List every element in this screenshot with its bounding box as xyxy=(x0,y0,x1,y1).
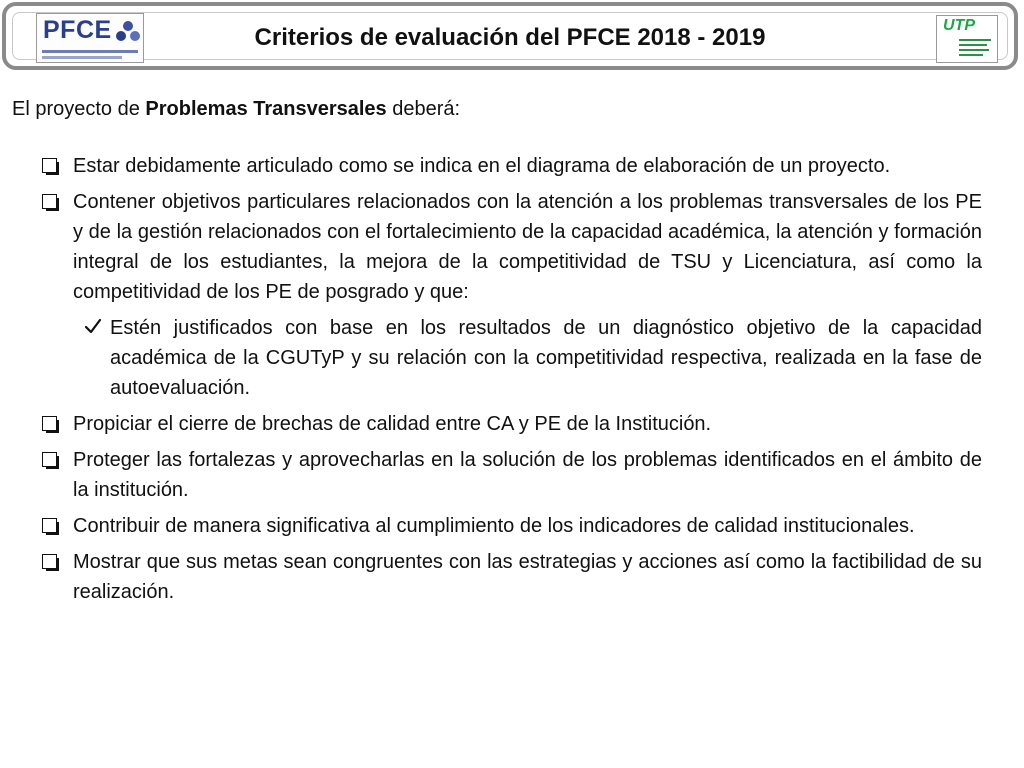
slide-content xyxy=(12,98,982,613)
checkbox-bullet-icon xyxy=(42,158,57,173)
utp-logo xyxy=(936,15,998,63)
utp-logo-text: UTP xyxy=(943,17,975,34)
list-item-text: Propiciar el cierre de brechas de calidad entre CA y PE de la Institución. xyxy=(73,413,712,435)
sub-list-item-text: Estén justificados con base en los resultados de un diagnóstico objetivo de la capacidad académica de la CGUTyP y su relación con la competitividad respectiva, realizada en la fase de autoevaluación. xyxy=(110,317,982,399)
intro-prefix: El proyecto de xyxy=(12,98,146,120)
list-item xyxy=(12,445,982,505)
list-item xyxy=(12,151,982,181)
header-frame xyxy=(2,2,1018,70)
list-item xyxy=(12,187,982,307)
checkbox-bullet-icon xyxy=(42,554,57,569)
list-item-text: Estar debidamente articulado como se indica en el diagrama de elaboración de un proyecto. xyxy=(73,155,891,177)
checkbox-bullet-icon xyxy=(42,518,57,533)
list-item-text: Proteger las fortalezas y aprovecharlas en la solución de los problemas identificados en el ámbito de la institución. xyxy=(73,449,982,501)
list-item xyxy=(12,511,982,541)
list-item-text: Contener objetivos particulares relacionados con la atención a los problemas transversales de los PE y de la gestión relacionados con el fortalecimiento de la capacidad académica, la atención y formación integral de los estudiantes, la mejora de la competitividad de TSU y Licenciatura, así como la competitividad de los PE de posgrado y que: xyxy=(73,191,982,303)
pfce-logo-line xyxy=(42,56,122,59)
checkbox-bullet-icon xyxy=(42,452,57,467)
checkbox-bullet-icon xyxy=(42,416,57,431)
intro-paragraph xyxy=(12,98,982,121)
checkbox-bullet-icon xyxy=(42,194,57,209)
list-item-text: Mostrar que sus metas sean congruentes con las estrategias y acciones así como la factibilidad de su realización. xyxy=(73,551,982,603)
page-title: Criterios de evaluación del PFCE 2018 - 2019 xyxy=(254,24,766,51)
intro-emphasis: Problemas Transversales xyxy=(145,98,387,120)
list-item-text: Contribuir de manera significativa al cumplimiento de los indicadores de calidad institucionales. xyxy=(73,515,915,537)
checkmark-icon xyxy=(84,317,102,335)
list-item xyxy=(12,409,982,439)
intro-suffix: deberá: xyxy=(386,98,461,120)
utp-logo-lines-icon xyxy=(959,38,993,58)
list-item xyxy=(12,547,982,607)
sub-list-item xyxy=(12,313,982,403)
pfce-logo-text: PFCE xyxy=(43,16,112,44)
